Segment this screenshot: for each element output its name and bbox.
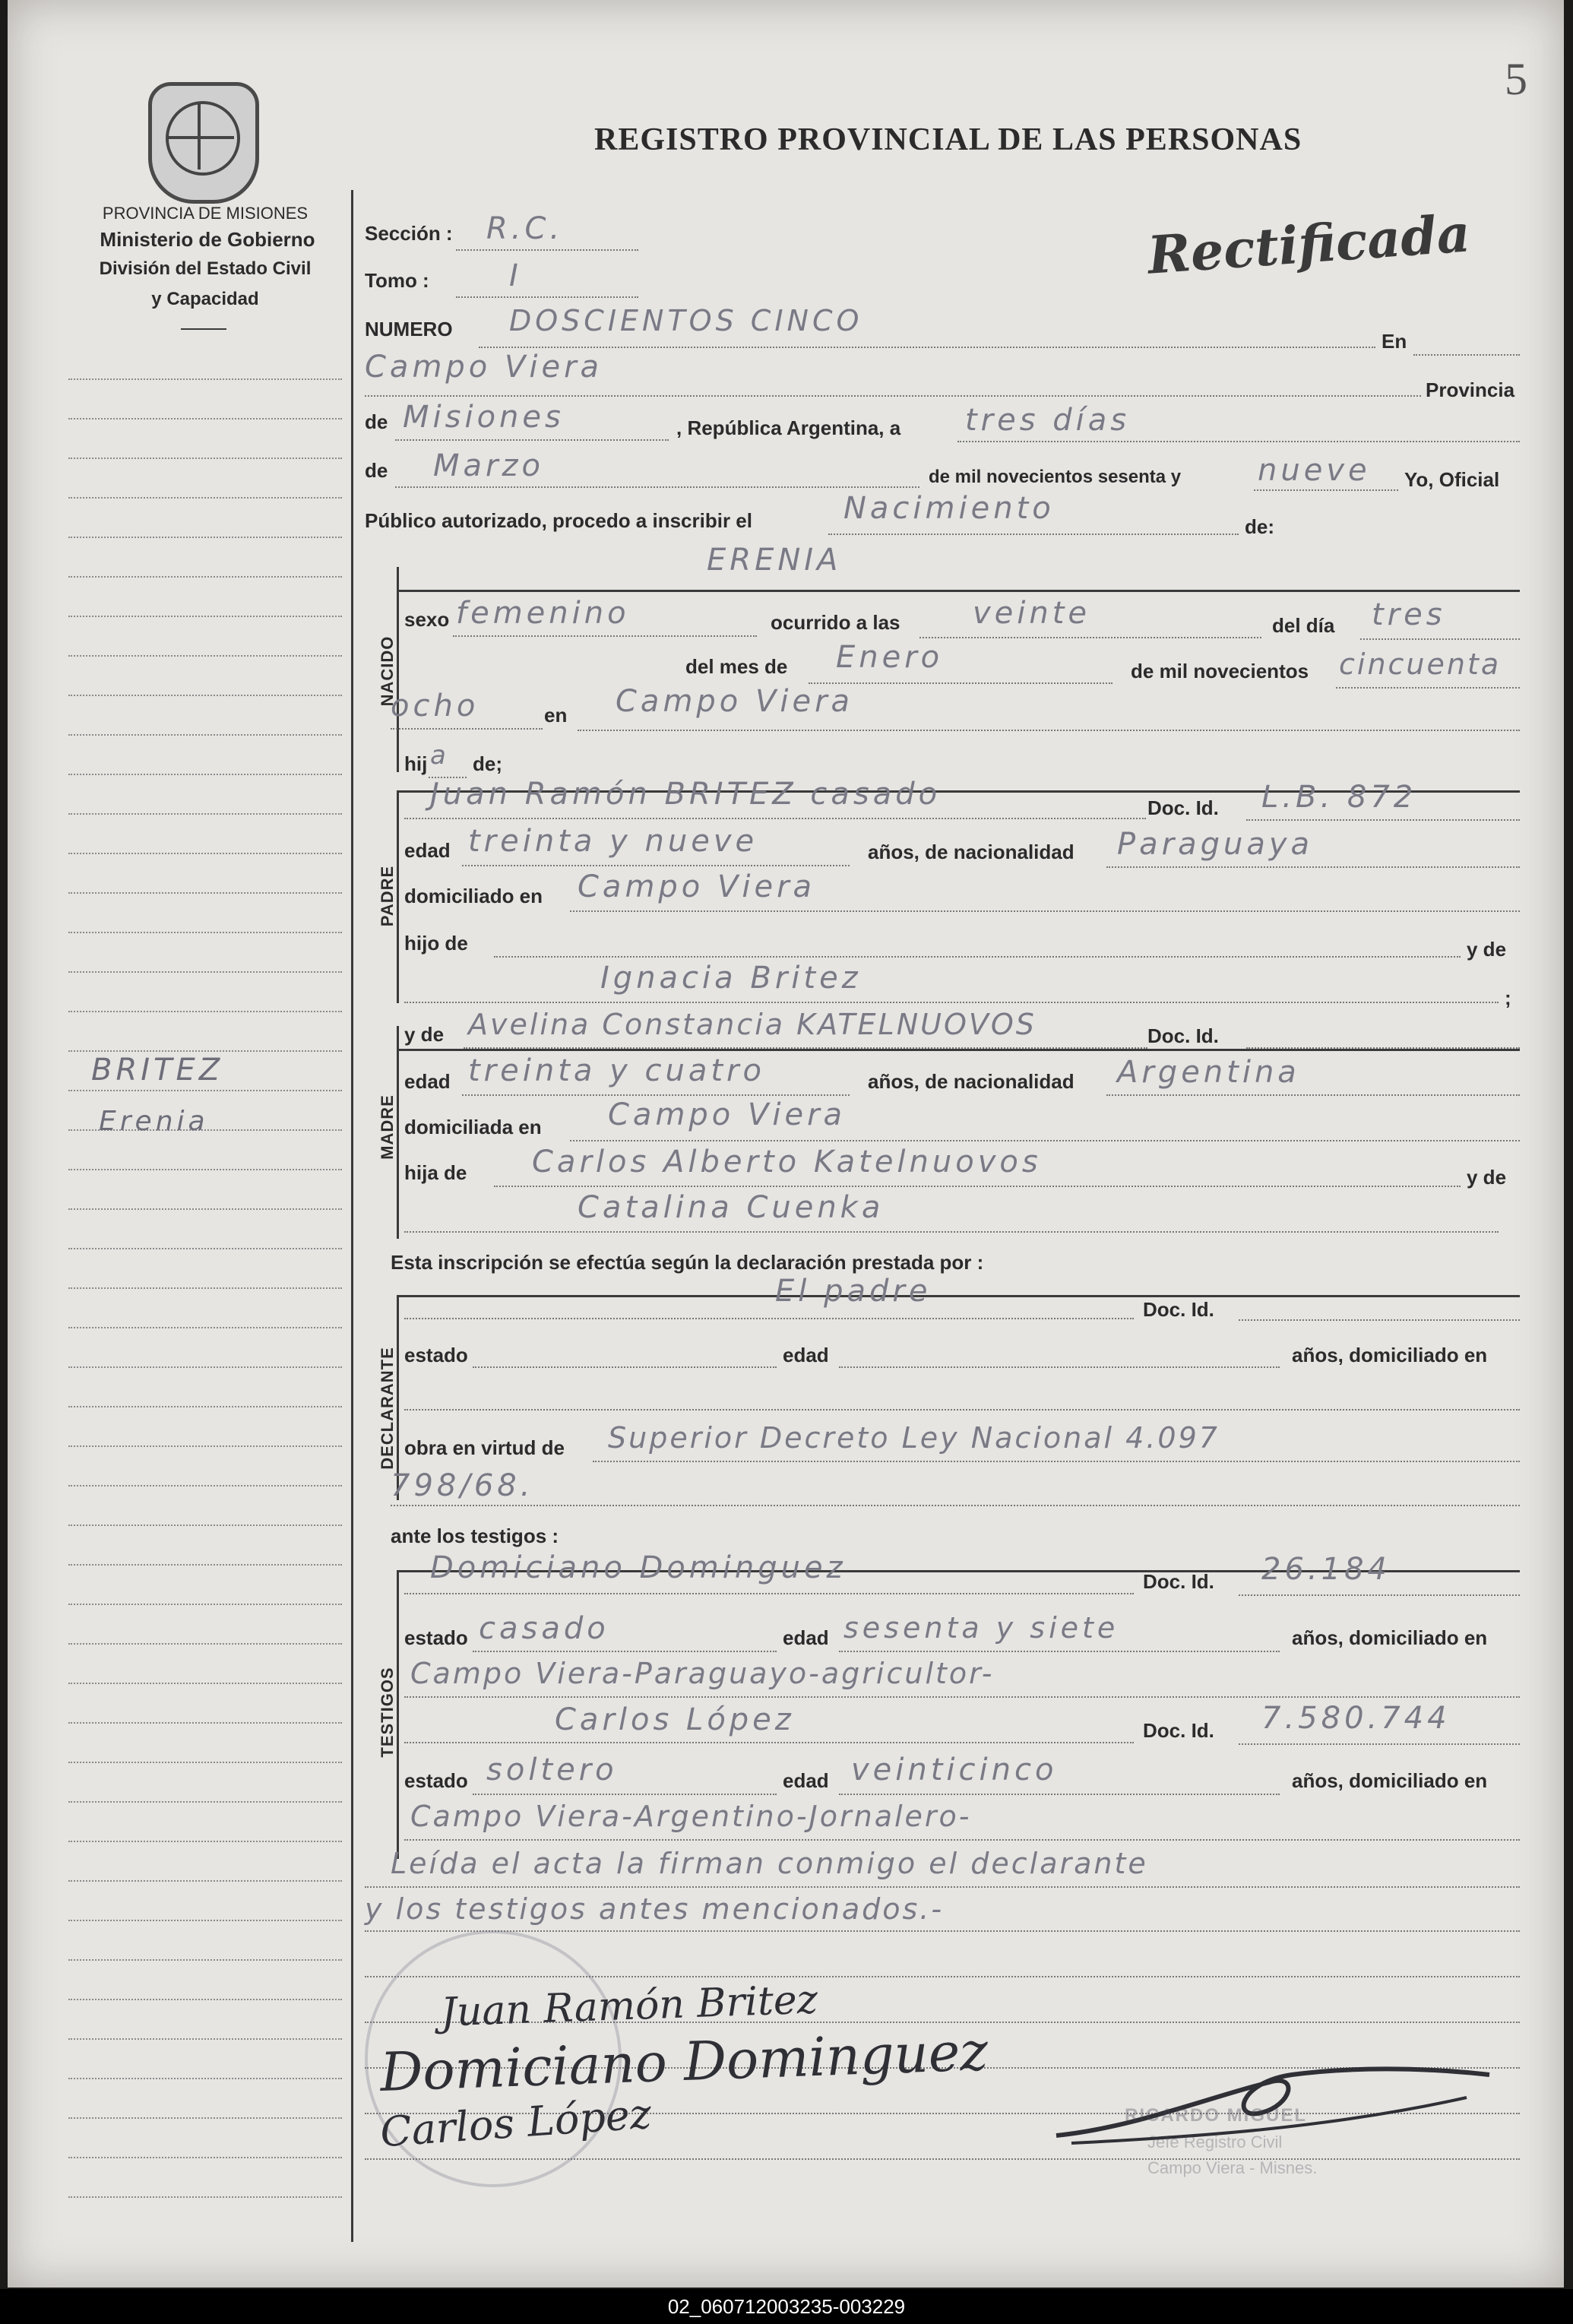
testigos-intro: ante los testigos : <box>391 1525 559 1547</box>
ocurrido-label: ocurrido a las <box>771 611 900 634</box>
de-colon-label: de: <box>1245 515 1274 538</box>
father-edad-value: treinta y nueve <box>468 824 758 859</box>
closing-line-1: Leída el acta la firman conmigo el declarante <box>391 1847 1148 1880</box>
father-doc-label: Doc. Id. <box>1147 796 1219 819</box>
official-stamp-line-2: Jefe Registro Civil <box>1147 2132 1283 2151</box>
mother-y-de-label-2: y de <box>1467 1166 1507 1189</box>
official-stamp-name: RICARDO MIGUEL <box>1125 2105 1307 2126</box>
declarante-top-rule <box>397 1295 1520 1297</box>
locality-value: Campo Viera <box>365 350 603 385</box>
father-dom-value: Campo Viera <box>578 869 816 904</box>
birth-place-value: Campo Viera <box>616 684 854 719</box>
father-hijo-label: hijo de <box>404 932 468 955</box>
act-value: Nacimiento <box>843 491 1055 526</box>
mother-dom-value: Campo Viera <box>608 1097 847 1132</box>
witness2-edad-label: edad <box>783 1769 829 1792</box>
father-name-value: Juan Ramón BRITEZ casado <box>430 777 942 812</box>
witness2-estado-label: estado <box>404 1769 468 1792</box>
mother-edad-label: edad <box>404 1070 451 1093</box>
witness1-edad-value: sesenta y siete <box>843 1611 1119 1645</box>
hour-value: veinte <box>973 596 1091 631</box>
numero-label: NUMERO <box>365 318 453 340</box>
birth-month-value: Enero <box>836 640 944 675</box>
mother-parent1-value: Carlos Alberto Katelnuovos <box>532 1145 1042 1179</box>
document-page <box>8 0 1564 2288</box>
father-dom-label: domiciliado en <box>404 885 543 907</box>
tomo-label: Tomo : <box>365 269 429 292</box>
padre-section-label: PADRE <box>378 865 397 927</box>
signature-witness-2: Carlos López <box>378 2089 654 2157</box>
obra-value-a: Superior Decreto Ley Nacional 4.097 <box>608 1421 1220 1455</box>
madre-section-label: MADRE <box>378 1094 397 1160</box>
father-nac-value: Paraguaya <box>1117 827 1314 862</box>
father-edad-label: edad <box>404 839 451 862</box>
mil-novecientos-birth-label: de mil novecientos <box>1131 660 1309 682</box>
de-label-2: de <box>365 459 388 482</box>
father-y-de-label: y de <box>1467 938 1507 961</box>
obra-label: obra en virtud de <box>404 1436 565 1459</box>
de-semicolon-label: de; <box>473 752 502 775</box>
year-value: nueve <box>1258 453 1371 488</box>
witness1-dom-value: Campo Viera-Paraguayo-agricultor- <box>410 1657 995 1690</box>
witness2-name: Carlos López <box>555 1702 795 1737</box>
declarante-doc-label: Doc. Id. <box>1143 1298 1214 1321</box>
scan-id-footer: 02_060712003235-003229 <box>0 2289 1573 2324</box>
de-label-1: de <box>365 410 388 433</box>
testigos-section-label: TESTIGOS <box>378 1667 397 1758</box>
witness1-anos-label: años, domiciliado en <box>1292 1626 1488 1649</box>
signature-witness-1: Domiciano Dominguez <box>378 2020 989 2104</box>
provincia-label: Provincia <box>1426 378 1515 401</box>
numero-value: DOSCIENTOS CINCO <box>509 304 863 337</box>
father-semicolon: ; <box>1505 986 1511 1009</box>
declarante-name-value: El padre <box>775 1274 932 1309</box>
hij-value: a <box>430 740 450 771</box>
org-divider <box>181 328 226 330</box>
obra-value-b: 798/68. <box>391 1468 534 1503</box>
document-title: REGISTRO PROVINCIAL DE LAS PERSONAS <box>594 122 1302 157</box>
nacido-top-rule <box>397 590 1520 592</box>
madre-top-rule <box>397 1049 1520 1051</box>
witness1-estado-value: casado <box>479 1611 609 1646</box>
del-mes-label: del mes de <box>685 655 788 678</box>
mother-nac-label: años, de nacionalidad <box>868 1070 1075 1093</box>
official-stamp-line-3: Campo Viera - Misnes. <box>1147 2158 1318 2177</box>
declarante-anos-label: años, domiciliado en <box>1292 1344 1488 1366</box>
seccion-value: R.C. <box>486 211 564 246</box>
mother-doc-label: Doc. Id. <box>1147 1024 1219 1047</box>
witness2-doc-value: 7.580.744 <box>1261 1701 1451 1736</box>
publico-label: Público autorizado, procedo a inscribir el <box>365 509 752 532</box>
witness1-doc-value: 26.184 <box>1261 1552 1391 1587</box>
provincial-seal <box>148 82 259 204</box>
date-day-value: tres días <box>965 403 1131 438</box>
birth-year-value-a: cincuenta <box>1339 647 1502 681</box>
mother-parent2-value: Catalina Cuenka <box>578 1190 885 1225</box>
witness1-doc-label: Doc. Id. <box>1143 1570 1214 1593</box>
mother-nac-value: Argentina <box>1117 1055 1300 1090</box>
declarante-edad-label: edad <box>783 1344 829 1366</box>
hij-label: hij <box>404 752 428 775</box>
witness2-dom-value: Campo Viera-Argentino-Jornalero- <box>410 1800 972 1833</box>
witness2-doc-label: Doc. Id. <box>1143 1719 1214 1742</box>
month-value: Marzo <box>433 448 544 483</box>
witness1-edad-label: edad <box>783 1626 829 1649</box>
del-dia-label: del día <box>1272 614 1335 637</box>
father-doc-value: L.B. 872 <box>1261 780 1417 815</box>
mil-novecientos-label: de mil novecientos sesenta y <box>929 467 1182 487</box>
org-line-3: División del Estado Civil <box>99 258 312 279</box>
en-birth-label: en <box>544 704 568 727</box>
seccion-label: Sección : <box>365 222 453 245</box>
sexo-value: femenino <box>456 596 630 631</box>
witness2-anos-label: años, domiciliado en <box>1292 1769 1488 1792</box>
witness1-name: Domiciano Dominguez <box>430 1550 847 1585</box>
mother-y-de-label: y de <box>404 1023 445 1046</box>
signature-father: Juan Ramón Britez <box>440 1977 819 2036</box>
closing-line-2: y los testigos antes mencionados.- <box>365 1892 945 1926</box>
tomo-value: I <box>509 258 522 293</box>
page-number: 5 <box>1505 54 1527 104</box>
father-nac-label: años, de nacionalidad <box>868 841 1075 863</box>
en-label: En <box>1382 330 1407 353</box>
main-left-border <box>351 190 353 2242</box>
oficial-label: Yo, Oficial <box>1404 468 1500 491</box>
declarante-section-label: DECLARANTE <box>378 1347 397 1470</box>
margin-given-name: Erenia <box>99 1106 209 1137</box>
witness1-estado-label: estado <box>404 1626 468 1649</box>
declarante-estado-label: estado <box>404 1344 468 1366</box>
declarante-intro: Esta inscripción se efectúa según la declaración prestada por : <box>391 1251 984 1274</box>
birth-year-value-b: ocho <box>391 689 479 723</box>
org-line-4: y Capacidad <box>151 289 259 309</box>
birth-day-value: tres <box>1372 597 1446 632</box>
republica-label: , República Argentina, a <box>676 416 901 439</box>
witness2-estado-value: soltero <box>486 1752 618 1787</box>
mother-name-value: Avelina Constancia KATELNUOVOS <box>468 1008 1037 1041</box>
mother-hija-label: hija de <box>404 1161 467 1184</box>
org-line-2: Ministerio de Gobierno <box>100 228 315 251</box>
sexo-label: sexo <box>404 608 450 631</box>
nacido-section-label: NACIDO <box>378 635 397 707</box>
province-value: Misiones <box>403 400 565 435</box>
margin-surname: BRITEZ <box>91 1053 224 1088</box>
mother-edad-value: treinta y cuatro <box>468 1053 765 1088</box>
registrant-name: ERENIA <box>707 543 842 578</box>
mother-dom-label: domiciliada en <box>404 1116 542 1138</box>
rectified-stamp: Rectificada <box>1145 203 1473 287</box>
org-line-1: PROVINCIA DE MISIONES <box>102 204 309 223</box>
father-parent-value: Ignacia Britez <box>600 961 862 996</box>
witness2-edad-value: veinticinco <box>851 1752 1058 1787</box>
